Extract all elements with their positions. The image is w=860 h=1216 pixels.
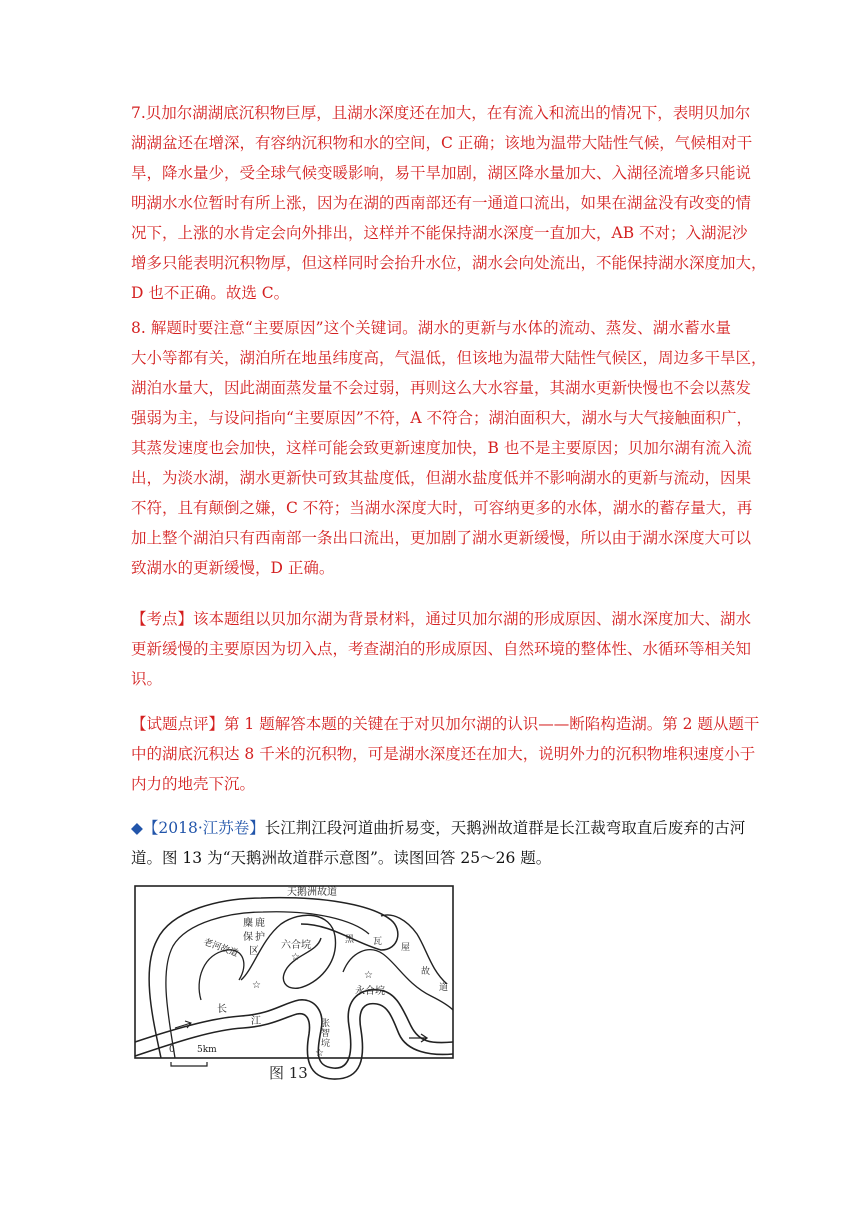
answer-7-line: 明湖水水位暂时有所上涨，因为在湖的西南部还有一通道口流出，如果在湖盆没有改变的情 bbox=[131, 194, 752, 212]
star-icon: ☆ bbox=[315, 1048, 324, 1059]
answer-8-line: 大小等都有关，湖泊所在地虽纬度高，气温低，但该地为温带大陆性气候区，周边多干旱区， bbox=[131, 349, 767, 367]
question-intro-line bbox=[131, 813, 746, 843]
zhangzhi-label: 张 bbox=[321, 1019, 331, 1029]
changjiang-label: 长 bbox=[217, 1004, 227, 1015]
map-title-label: 天鹅洲故道 bbox=[287, 887, 337, 898]
heiwawu-label: 瓦 bbox=[373, 937, 383, 947]
reserve-label: 护 bbox=[255, 932, 265, 943]
star-icon: ☆ bbox=[252, 980, 261, 991]
liuhe-label: 六合垸 bbox=[281, 940, 311, 951]
answer-7-line: 旱，降水量少，受全球气候变暖影响，易干旱加剧，湖区降水量加大、入湖径流增多只能说 bbox=[131, 164, 752, 182]
answer-8-line: 出，为淡水湖，湖水更新快可致其盐度低，但湖水盐度低并不影响湖水的更新与流动，因果 bbox=[131, 469, 752, 487]
kaodian-line: 【考点】该本题组以贝加尔湖为背景材料，通过贝加尔湖的形成原因、湖水深度加大、湖水 bbox=[131, 610, 752, 628]
tianezhou-map bbox=[131, 880, 731, 1080]
heiwawu-label: 黑 bbox=[345, 935, 355, 945]
dianping-line: 【试题点评】第 1 题解答本题的关键在于对贝加尔湖的认识——断陷构造湖。第 2 题从题干 bbox=[131, 715, 760, 733]
heiwawu-label: 故 bbox=[421, 967, 431, 977]
kaodian-section bbox=[131, 604, 752, 694]
dianping-section bbox=[131, 709, 760, 799]
answer-8-line: 加上整个湖泊只有西南部一条出口流出，更加剧了湖水更新缓慢，所以由于湖水深度大可以 bbox=[131, 529, 752, 547]
kaodian-line: 更新缓慢的主要原因为切入点，考查湖泊的形成原因、自然环境的整体性、水循环等相关知 bbox=[131, 640, 752, 658]
question-intro bbox=[131, 813, 746, 873]
scale-bar bbox=[171, 1062, 207, 1066]
scale-zero: 0 bbox=[169, 1045, 175, 1055]
answer-8-line: 不符，且有颠倒之嫌，C 不符；当湖水深度大时，可容纳更多的水体，湖水的蓄存量大，再 bbox=[131, 499, 753, 517]
answer-7-line: 7.贝加尔湖湖底沉积物巨厚，且湖水深度还在加大，在有流入和流出的情况下，表明贝加尔 bbox=[131, 104, 751, 122]
source-tag: 【2018·江苏卷】 bbox=[142, 819, 265, 837]
old-channel-label: 老河故道 bbox=[201, 937, 240, 960]
reserve-label: 麋 bbox=[243, 918, 253, 929]
reserve-label: 鹿 bbox=[255, 918, 265, 929]
question-intro-line: 道。图 13 为“天鹅洲故道群示意图”。读图回答 25～26 题。 bbox=[131, 849, 552, 867]
heiwawu-label: 道 bbox=[439, 983, 449, 993]
answer-7-line: 况下，上涨的水肯定会向外排出，这样并不能保持湖水深度一直加大，AB 不对；入湖泥沙 bbox=[131, 224, 748, 242]
zhangzhi-label: 垸 bbox=[321, 1039, 331, 1049]
diamond-icon: ◆ bbox=[131, 819, 143, 837]
star-icon: ☆ bbox=[364, 970, 373, 981]
reserve-label: 保 bbox=[243, 932, 253, 943]
answer-7-line: D 也不正确。故选 C。 bbox=[131, 284, 290, 302]
answer-7-line: 增多只能表明沉积物厚，但这样同时会抬升水位，湖水会向处流出，不能保持湖水深度加大， bbox=[131, 254, 767, 272]
kaodian-line: 识。 bbox=[131, 670, 163, 688]
yonghe-label: 永合垸 bbox=[355, 986, 385, 997]
answer-7-line: 湖湖盆还在增深，有容纳沉积物和水的空间，C 正确；该地为温带大陆性气候，气候相对干 bbox=[131, 134, 753, 152]
scale-distance: 5km bbox=[197, 1045, 217, 1055]
answer-8-line: 强弱为主，与设问指向“主要原因”不符，A 不符合；湖泊面积大，湖水与大气接触面积广， bbox=[131, 409, 752, 427]
answer-7 bbox=[131, 98, 767, 308]
reserve-label: 区 bbox=[249, 946, 259, 957]
answer-8-line: 其蒸发速度也会加快，这样可能会致更新速度加快，B 也不是主要原因；贝加尔湖有流入流 bbox=[131, 439, 752, 457]
figure-caption: 图 13 bbox=[269, 1064, 308, 1080]
intro-text: 长江荆江段河道曲折易变，天鹅洲故道群是长江裁弯取直后废弃的古河 bbox=[264, 819, 746, 837]
dianping-line: 内力的地壳下沉。 bbox=[131, 775, 256, 793]
star-icon: ☆ bbox=[291, 952, 300, 963]
zhangzhi-label: 智 bbox=[321, 1029, 331, 1039]
changjiang-label: 江 bbox=[251, 1016, 261, 1027]
answer-8-line: 湖泊水量大，因此湖面蒸发量不会过弱，再则这么大水容量，其湖水更新快慢也不会以蒸发 bbox=[131, 379, 752, 397]
dianping-line: 中的湖底沉积达 8 千米的沉积物，可是湖水深度还在加大，说明外力的沉积物堆积速度小于 bbox=[131, 745, 756, 763]
answer-8-line: 致湖水的更新缓慢，D 正确。 bbox=[131, 559, 335, 577]
answer-8 bbox=[131, 313, 767, 583]
heiwawu-label: 屋 bbox=[401, 943, 411, 953]
answer-8-line: 8. 解题时要注意“主要原因”这个关键词。湖水的更新与水体的流动、蒸发、湖水蓄水量 bbox=[131, 319, 731, 337]
